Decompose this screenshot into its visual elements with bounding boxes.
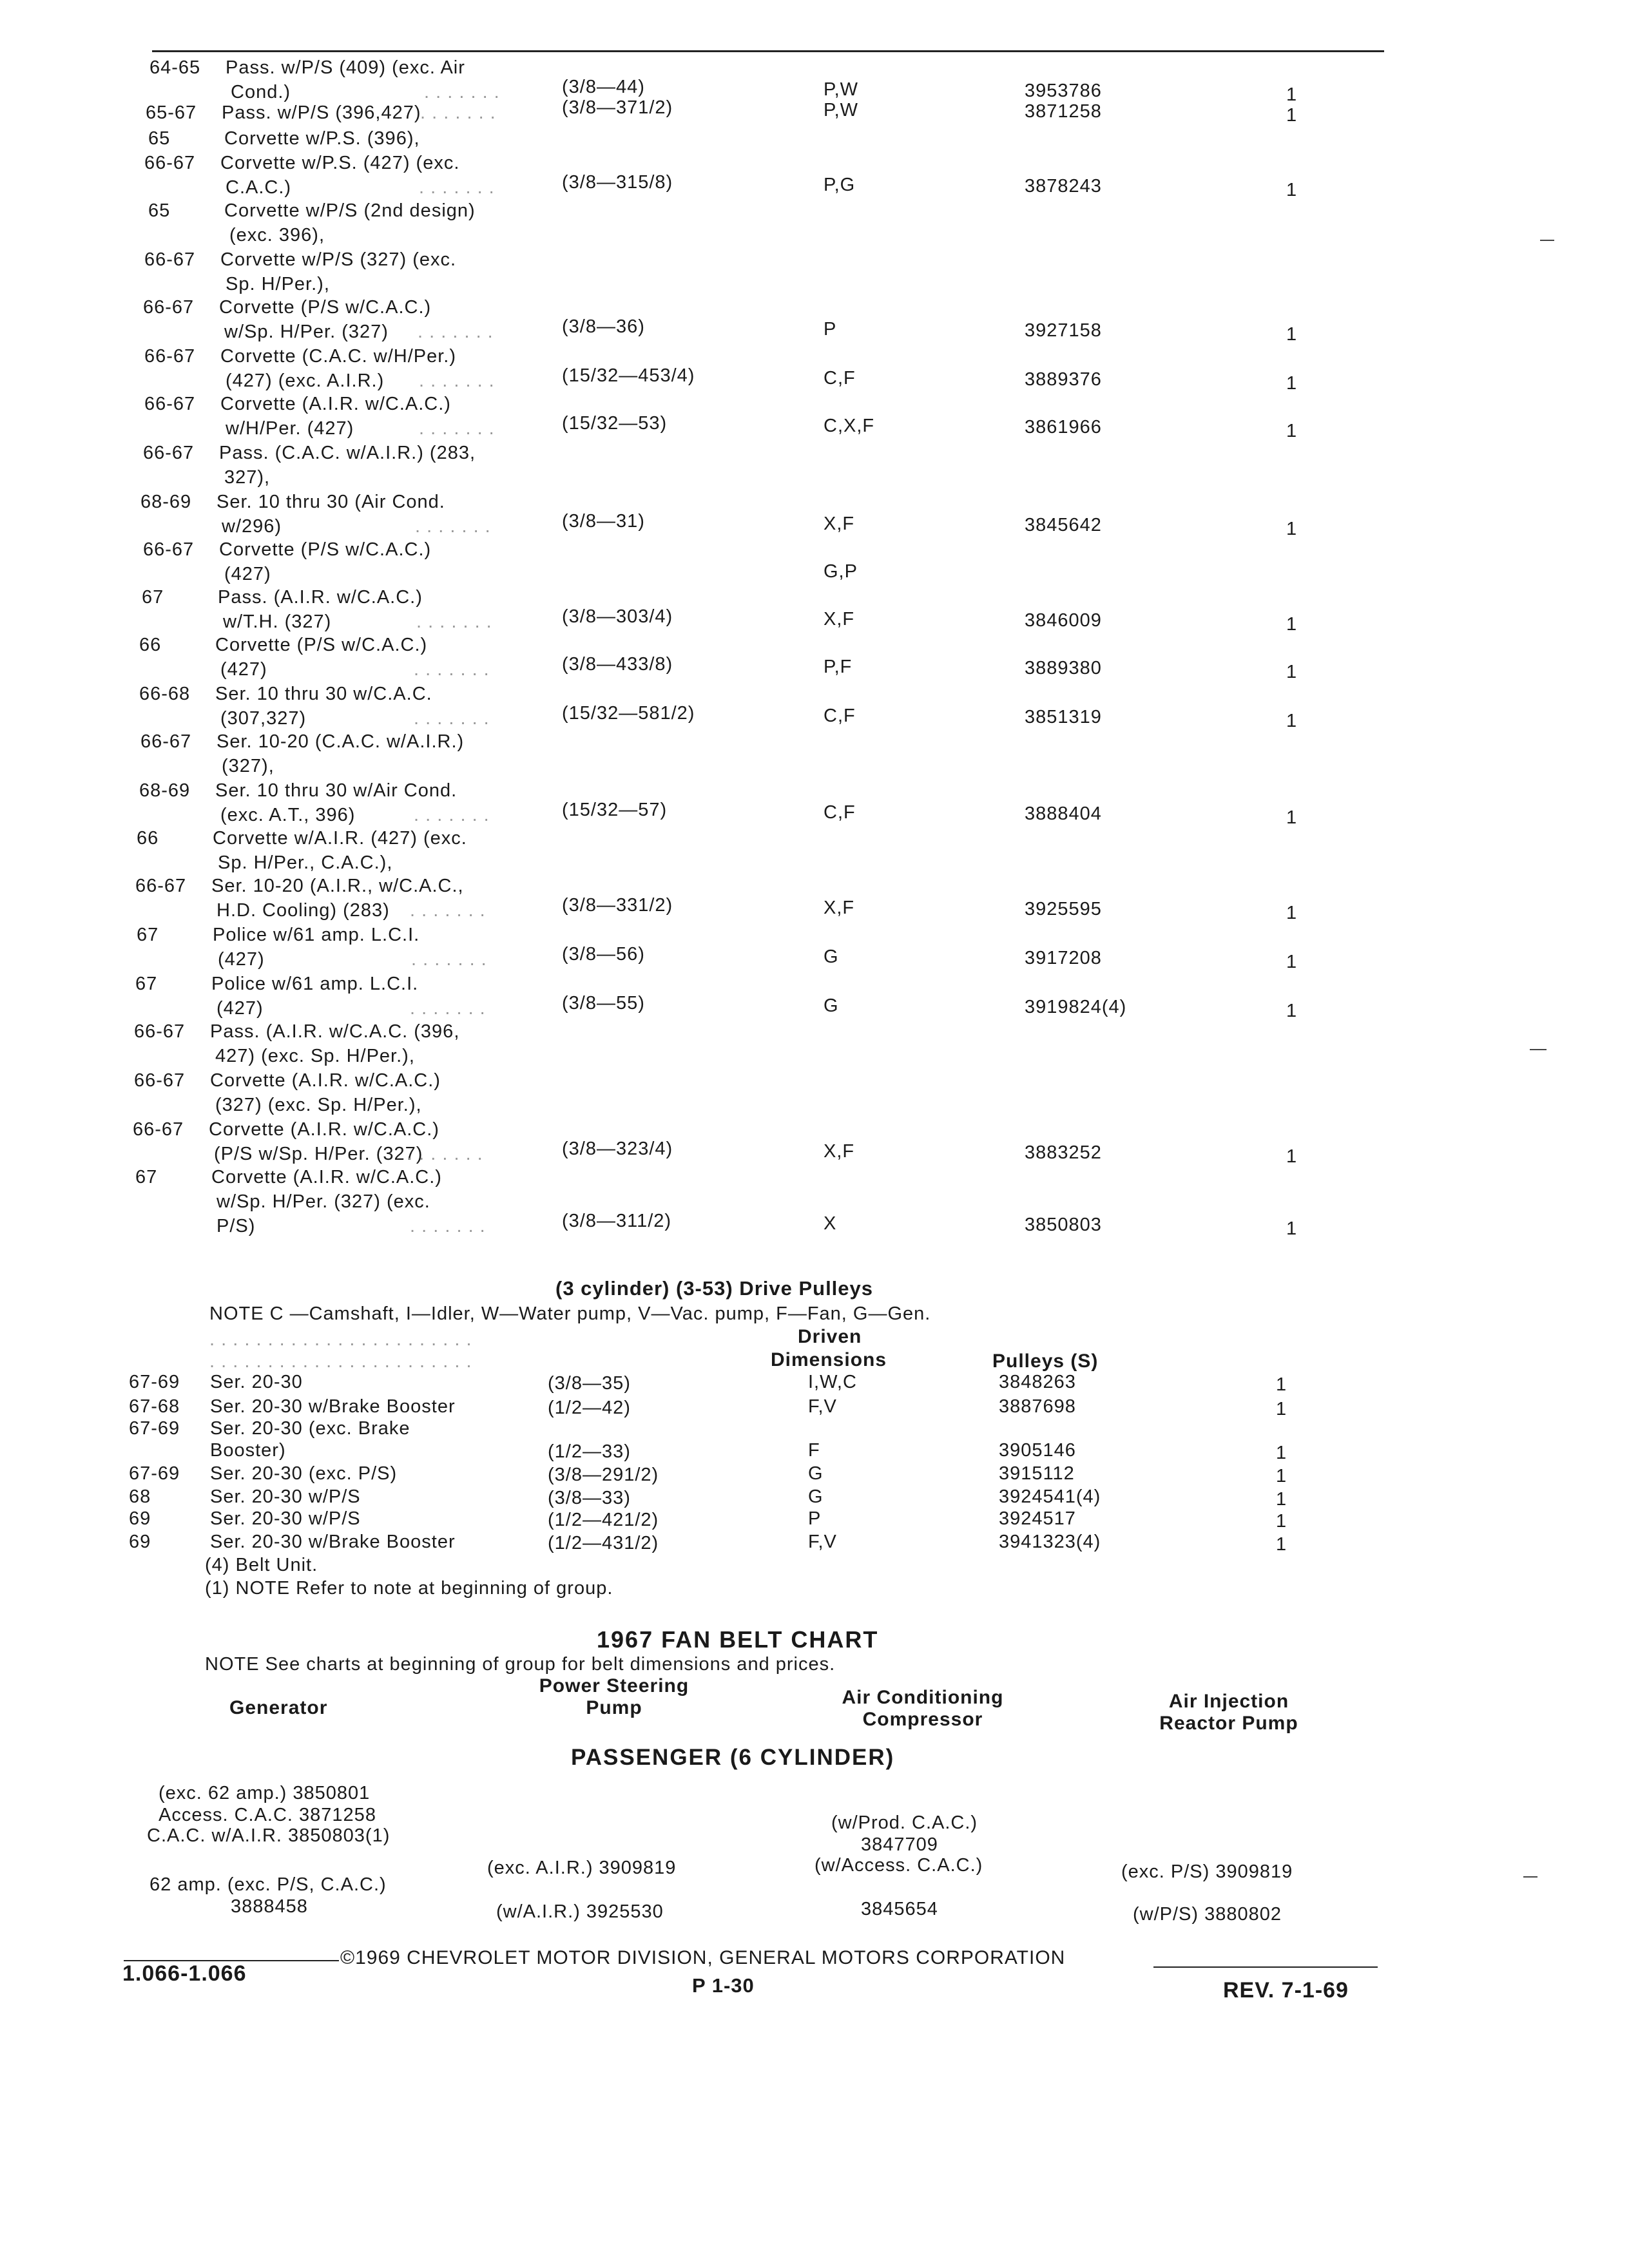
part-number: 3919824(4) [1025,997,1127,1017]
pulley-codes: I,W,C [808,1372,857,1392]
dotted-leader: . . . . . . . [424,82,500,102]
pulley-codes: X,F [824,514,855,534]
year-range: 66-67 [144,394,196,414]
year-range: 66-67 [135,876,187,896]
edge-mark [1530,1049,1547,1050]
quantity: 1 [1276,1374,1287,1395]
item-description: (427) [217,998,264,1019]
year-range: 66-67 [134,1070,186,1091]
quantity: 1 [1286,614,1298,635]
pulley-codes: G [824,995,839,1016]
item-description: Pass. (C.A.C. w/A.I.R.) (283, [219,443,476,463]
air-line-2: (w/P/S) 3880802 [1133,1904,1282,1925]
item-description: Police w/61 amp. L.C.I. [211,974,419,994]
year-range: 66-67 [143,297,195,318]
item-description: Booster) [210,1440,286,1461]
year-range: 66 [137,828,159,849]
quantity: 1 [1286,711,1298,731]
item-description: Corvette w/P.S. (427) (exc. [220,153,460,173]
pulley-codes: X,F [824,1141,855,1162]
col-driven: Driven [798,1326,862,1347]
part-number: 3924541(4) [999,1486,1101,1507]
belt-dimension: (3/8—433/8) [562,654,673,675]
year-range: 65-67 [146,102,197,123]
belt-dimension: (3/8—44) [562,77,645,97]
quantity: 1 [1286,324,1298,345]
belt-dimension: (3/8—323/4) [562,1139,673,1159]
quantity: 1 [1286,1001,1298,1021]
fan-belt-note: NOTE See charts at beginning of group for belt dimensions and prices. [205,1654,836,1675]
pulley-codes: C,F [824,368,856,389]
item-description: Ser. 10 thru 30 w/C.A.C. [215,684,432,704]
belt-dimension: (3/8—315/8) [562,172,673,193]
edge-mark [1540,240,1554,241]
item-description: (P/S w/Sp. H/Per. (327) [214,1144,423,1164]
belt-dimension: (15/32—453/4) [562,365,695,386]
part-number: 3941323(4) [999,1532,1101,1552]
belt-dimension: (1/2—421/2) [548,1510,659,1530]
part-number: 3925595 [1025,899,1102,919]
pulley-codes: X,F [824,898,855,918]
dotted-leader: . . . . . . . [407,1144,483,1164]
item-description: w/Sp. H/Per. (327) (exc. [217,1191,430,1212]
year-range: 66-67 [134,1021,186,1042]
dotted-leader: . . . . . . . [418,322,494,342]
dotted-leader: . . . . . . . . . . . . . . . . . . . . . . . [209,1351,472,1372]
quantity: 1 [1286,84,1298,105]
quantity: 1 [1286,1146,1298,1167]
dotted-leader: . . . . . . . [416,611,492,632]
item-description: 327), [224,467,271,488]
ps-line-1: (exc. A.I.R.) 3909819 [487,1858,677,1878]
pulley-codes: P,W [824,100,859,120]
gen-line-5: 3888458 [231,1896,308,1917]
pulley-codes: G [824,947,839,967]
item-description: 427) (exc. Sp. H/Per.), [215,1046,415,1066]
col-air-conditioning-line1: Air Conditioning [842,1687,1004,1708]
year-range: 66-67 [133,1119,184,1140]
quantity: 1 [1276,1534,1287,1555]
col-pulleys: Pulleys (S) [992,1350,1099,1372]
part-number: 3850803 [1025,1215,1102,1235]
part-number: 3887698 [999,1396,1076,1417]
item-description: Sp. H/Per.), [226,274,330,294]
pulley-codes: X [824,1213,837,1234]
pulley-codes: P [808,1508,822,1529]
year-range: 68 [129,1486,151,1507]
item-description: Ser. 10 thru 30 w/Air Cond. [215,780,458,801]
footnote-belt-unit: (4) Belt Unit. [205,1555,318,1575]
footer-rule-right [1153,1966,1378,1968]
item-description: Ser. 20-30 w/Brake Booster [210,1532,456,1552]
year-range: 67 [142,587,164,608]
item-description: P/S) [217,1216,256,1236]
year-range: 68-69 [140,492,192,512]
dotted-leader: . . . . . . . . . . . . . . . . . . . . . . . [209,1329,472,1350]
quantity: 1 [1286,952,1298,972]
part-number: 3846009 [1025,610,1102,631]
quantity: 1 [1276,1511,1287,1532]
dotted-leader: . . . . . . . [410,1216,486,1236]
ps-line-2: (w/A.I.R.) 3925530 [496,1901,664,1922]
pulley-codes: C,F [824,802,856,823]
part-number: 3878243 [1025,176,1102,197]
item-description: w/T.H. (327) [223,611,332,632]
quantity: 1 [1286,105,1298,126]
item-description: Corvette (C.A.C. w/H/Per.) [220,346,457,367]
gen-line-2: Access. C.A.C. 3871258 [159,1805,376,1825]
pulley-codes: C,F [824,706,856,726]
part-number: 3861966 [1025,417,1102,437]
dotted-leader: . . . . . . . [410,998,486,1019]
belt-dimension: (3/8—331/2) [562,895,673,916]
year-range: 65 [148,128,171,149]
item-description: Ser. 20-30 [210,1372,303,1392]
item-description: Police w/61 amp. L.C.I. [213,925,420,945]
belt-dimension: (15/32—57) [562,800,668,820]
year-range: 69 [129,1508,151,1529]
item-description: (327) (exc. Sp. H/Per.), [215,1095,422,1115]
year-range: 67 [137,925,159,945]
part-number: 3871258 [1025,101,1102,122]
dotted-leader: . . . . . . . [420,102,496,123]
passenger-section-title: PASSENGER (6 CYLINDER) [571,1745,895,1770]
ac-line-2: 3847709 [861,1834,938,1855]
ac-line-3: (w/Access. C.A.C.) [815,1855,983,1876]
quantity: 1 [1286,807,1298,828]
item-description: Pass. (A.I.R. w/C.A.C.) [218,587,423,608]
belt-dimension: (3/8—303/4) [562,606,673,627]
belt-dimension: (3/8—55) [562,993,645,1014]
item-description: (exc. A.T., 396) [220,805,356,825]
drive-pulleys-title: (3 cylinder) (3-53) Drive Pulleys [555,1277,874,1300]
item-description: (427) [224,564,271,584]
item-description: Pass. w/P/S (409) (exc. Air [226,57,465,78]
item-description: Corvette (P/S w/C.A.C.) [219,539,432,560]
belt-dimension: (3/8—371/2) [562,97,673,118]
edge-mark [1523,1876,1537,1878]
year-range: 67-69 [129,1372,180,1392]
part-number: 3927158 [1025,320,1102,341]
copyright-line: ©1969 CHEVROLET MOTOR DIVISION, GENERAL MOTORS CORPORATION [340,1947,1066,1968]
pulley-codes: P [824,319,837,340]
quantity: 1 [1276,1489,1287,1510]
dotted-leader: . . . . . . . [414,805,490,825]
item-description: Ser. 20-30 w/P/S [210,1486,361,1507]
dotted-leader: . . . . . . . [419,418,495,439]
dotted-leader: . . . . . . . [419,177,495,198]
part-number: 3845642 [1025,515,1102,535]
footnote-refer: (1) NOTE Refer to note at beginning of group. [205,1578,613,1599]
year-range: 66-67 [143,443,195,463]
col-air-conditioning [813,1687,1032,1731]
belt-dimension: (3/8—36) [562,316,645,337]
pulley-codes: G,P [824,561,858,582]
col-air-conditioning-line2: Compressor [862,1709,983,1730]
year-range: 64-65 [149,57,201,78]
col-power-steering-line1: Power Steering [539,1675,689,1696]
year-range: 66-67 [144,153,196,173]
item-description: C.A.C.) [226,177,292,198]
item-description: Ser. 10 thru 30 (Air Cond. [217,492,445,512]
item-description: (427) [218,949,265,970]
quantity: 1 [1286,180,1298,200]
gen-line-1: (exc. 62 amp.) 3850801 [159,1783,371,1803]
year-range: 66 [139,635,162,655]
item-description: Corvette (A.I.R. w/C.A.C.) [220,394,451,414]
year-range: 68-69 [139,780,191,801]
quantity: 1 [1286,903,1298,923]
footer-left-code: 1.066-1.066 [122,1961,247,1986]
part-number: 3953786 [1025,81,1102,101]
part-number: 3889380 [1025,658,1102,678]
belt-dimension: (3/8—291/2) [548,1465,659,1485]
pulley-codes: G [808,1463,824,1484]
col-air-injection [1135,1691,1322,1735]
belt-dimension: (3/8—56) [562,944,645,965]
pulley-codes: X,F [824,609,855,629]
drive-pulleys-note: NOTE C —Camshaft, I—Idler, W—Water pump, V—Vac. pump, F—Fan, G—Gen. [209,1303,931,1324]
col-air-injection-line2: Reactor Pump [1159,1713,1298,1734]
item-description: Ser. 20-30 (exc. Brake [210,1418,410,1439]
fan-belt-chart-title: 1967 FAN BELT CHART [597,1626,879,1653]
year-range: 67-69 [129,1463,180,1484]
item-description: Ser. 20-30 (exc. P/S) [210,1463,398,1484]
belt-dimension: (15/32—581/2) [562,703,695,724]
belt-dimension: (3/8—35) [548,1373,631,1394]
col-air-injection-line1: Air Injection [1168,1691,1289,1712]
year-range: 66-68 [139,684,191,704]
footer-page: P 1-30 [692,1974,755,1997]
belt-dimension: (1/2—33) [548,1441,631,1462]
quantity: 1 [1276,1399,1287,1419]
dotted-leader: . . . . . . . [410,900,486,921]
belt-dimension: (3/8—311/2) [562,1211,672,1231]
quantity: 1 [1286,373,1298,394]
belt-dimension: (3/8—33) [548,1488,631,1508]
quantity: 1 [1286,519,1298,539]
item-description: w/Sp. H/Per. (327) [224,322,389,342]
pulley-codes: P,W [824,79,859,100]
item-description: Corvette (A.I.R. w/C.A.C.) [211,1167,442,1187]
item-description: Corvette w/P.S. (396), [224,128,420,149]
part-number: 3851319 [1025,707,1102,727]
item-description: w/H/Per. (427) [226,418,354,439]
part-number: 3915112 [999,1463,1075,1484]
pulley-codes: G [808,1486,824,1507]
year-range: 66-67 [140,731,192,752]
quantity: 1 [1286,662,1298,682]
item-description: Corvette w/P/S (327) (exc. [220,249,457,270]
item-description: Ser. 10-20 (C.A.C. w/A.I.R.) [217,731,465,752]
item-description: (exc. 396), [229,225,325,245]
item-description: Corvette w/A.I.R. (427) (exc. [213,828,467,849]
pulley-codes: P,G [824,175,856,195]
item-description: Pass. w/P/S (396,427) [222,102,421,123]
belt-dimension: (3/8—31) [562,511,645,532]
year-range: 67-68 [129,1396,180,1417]
item-description: Ser. 20-30 w/Brake Booster [210,1396,456,1417]
pulley-codes: F,V [808,1532,837,1552]
year-range: 67 [135,974,158,994]
item-description: H.D. Cooling) (283) [217,900,390,921]
pulley-codes: F,V [808,1396,837,1417]
pulley-codes: P,F [824,657,853,677]
footer-revision: REV. 7-1-69 [1223,1978,1349,2003]
col-dimensions: Dimensions [771,1349,887,1370]
item-description: Corvette (P/S w/C.A.C.) [219,297,432,318]
gen-line-4: 62 amp. (exc. P/S, C.A.C.) [149,1874,387,1895]
item-description: Corvette (A.I.R. w/C.A.C.) [210,1070,441,1091]
belt-dimension: (1/2—431/2) [548,1533,659,1553]
dotted-leader: . . . . . . . [419,370,495,391]
part-number: 3883252 [1025,1142,1102,1163]
item-description: (427) (exc. A.I.R.) [226,370,385,391]
quantity: 1 [1276,1443,1287,1463]
air-line-1: (exc. P/S) 3909819 [1121,1861,1293,1882]
item-description: Corvette (P/S w/C.A.C.) [215,635,428,655]
top-rule [152,50,1384,52]
part-number: 3917208 [1025,948,1102,968]
year-range: 66-67 [144,249,196,270]
item-description: Pass. (A.I.R. w/C.A.C. (396, [210,1021,460,1042]
dotted-leader: . . . . . . . [411,949,487,970]
item-description: Corvette w/P/S (2nd design) [224,200,476,221]
year-range: 67-69 [129,1418,180,1439]
year-range: 67 [135,1167,158,1187]
year-range: 66-67 [144,346,196,367]
item-description: Corvette (A.I.R. w/C.A.C.) [209,1119,439,1140]
part-number: 3905146 [999,1440,1076,1461]
quantity: 1 [1286,421,1298,441]
belt-dimension: (15/32—53) [562,413,668,434]
item-description: (427) [220,659,267,680]
year-range: 66-67 [143,539,195,560]
part-number: 3848263 [999,1372,1076,1392]
quantity: 1 [1286,1218,1298,1239]
item-description: Cond.) [231,82,291,102]
item-description: Ser. 10-20 (A.I.R., w/C.A.C., [211,876,464,896]
dotted-leader: . . . . . . . [414,659,490,680]
gen-line-3: C.A.C. w/A.I.R. 3850803(1) [147,1825,390,1846]
item-description: w/296) [222,516,282,537]
part-number: 3889376 [1025,369,1102,390]
part-number: 3924517 [999,1508,1076,1529]
col-power-steering-line2: Pump [586,1697,642,1718]
ac-line-1: (w/Prod. C.A.C.) [831,1812,978,1833]
pulley-codes: C,X,F [824,416,875,436]
col-generator: Generator [229,1697,328,1718]
year-range: 65 [148,200,171,221]
belt-dimension: (1/2—42) [548,1398,631,1418]
item-description: (307,327) [220,708,307,729]
item-description: Sp. H/Per., C.A.C.), [218,852,393,873]
dotted-leader: . . . . . . . [415,516,491,537]
year-range: 69 [129,1532,151,1552]
quantity: 1 [1276,1466,1287,1486]
item-description: Ser. 20-30 w/P/S [210,1508,361,1529]
part-number: 3888404 [1025,803,1102,824]
col-power-steering [514,1675,714,1719]
ac-line-4: 3845654 [861,1899,938,1919]
item-description: (327), [222,756,275,776]
dotted-leader: . . . . . . . [414,708,490,729]
pulley-codes: F [808,1440,820,1461]
